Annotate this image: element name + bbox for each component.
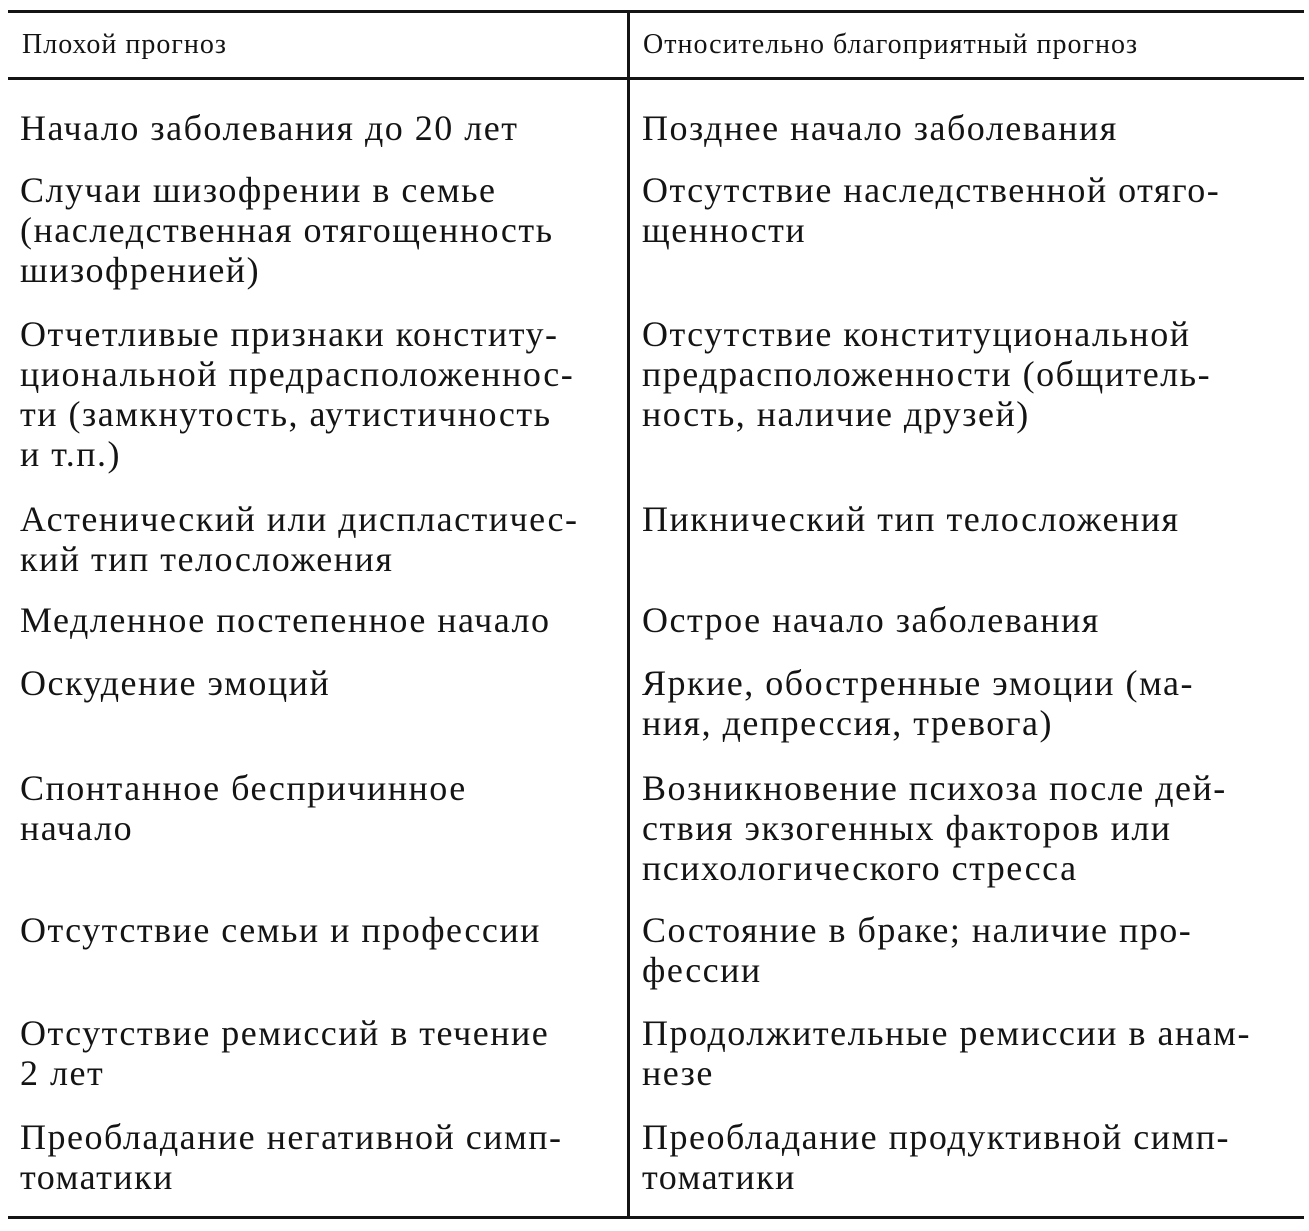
poor-prognosis-cell: Отсутствие семьи и профессии <box>20 910 541 950</box>
favorable-prognosis-cell: Пикнический тип телосложения <box>642 499 1180 539</box>
poor-prognosis-cell: Оскудение эмоций <box>20 663 331 703</box>
favorable-prognosis-cell: Острое начало заболевания <box>642 600 1100 640</box>
favorable-prognosis-cell: Продолжительные ремиссии в анам- незе <box>642 1013 1251 1093</box>
poor-prognosis-cell: Медленное постепенное начало <box>20 600 551 640</box>
poor-prognosis-cell: Случаи шизофрении в семье (наследственная отягощенность шизофренией) <box>20 170 554 290</box>
table-bottom-rule <box>8 1216 1304 1219</box>
favorable-prognosis-cell: Позднее начало заболевания <box>642 108 1118 148</box>
poor-prognosis-cell: Отсутствие ремиссий в течение 2 лет <box>20 1013 550 1093</box>
header-rule <box>8 77 1304 80</box>
favorable-prognosis-cell: Возникновение психоза после дей- ствия экзогенных факторов или психологического стресса <box>642 768 1227 888</box>
column-divider <box>627 10 630 1219</box>
table-top-rule <box>8 10 1304 13</box>
favorable-prognosis-cell: Яркие, обостренные эмоции (ма- ния, депрессия, тревога) <box>642 663 1194 743</box>
favorable-prognosis-cell: Преобладание продуктивной симп- томатики <box>642 1117 1231 1197</box>
favorable-prognosis-cell: Отсутствие наследственной отяго- щенности <box>642 170 1221 250</box>
poor-prognosis-cell: Отчетливые признаки конститу- циональной предрасположеннос- ти (замкнутость, аутистичность и т.п.) <box>20 314 575 474</box>
poor-prognosis-cell: Спонтанное беспричинное начало <box>20 768 467 848</box>
favorable-prognosis-cell: Состояние в браке; наличие про- фессии <box>642 910 1193 990</box>
header-favorable-prognosis: Относительно благоприятный прогноз <box>643 29 1139 60</box>
poor-prognosis-cell: Астенический или диспластичес- кий тип телосложения <box>20 499 579 579</box>
header-poor-prognosis: Плохой прогноз <box>22 29 227 60</box>
poor-prognosis-cell: Преобладание негативной симп- томатики <box>20 1117 563 1197</box>
favorable-prognosis-cell: Отсутствие конституциональной предрасположенности (общитель- ность, наличие друзей) <box>642 314 1212 434</box>
poor-prognosis-cell: Начало заболевания до 20 лет <box>20 108 519 148</box>
